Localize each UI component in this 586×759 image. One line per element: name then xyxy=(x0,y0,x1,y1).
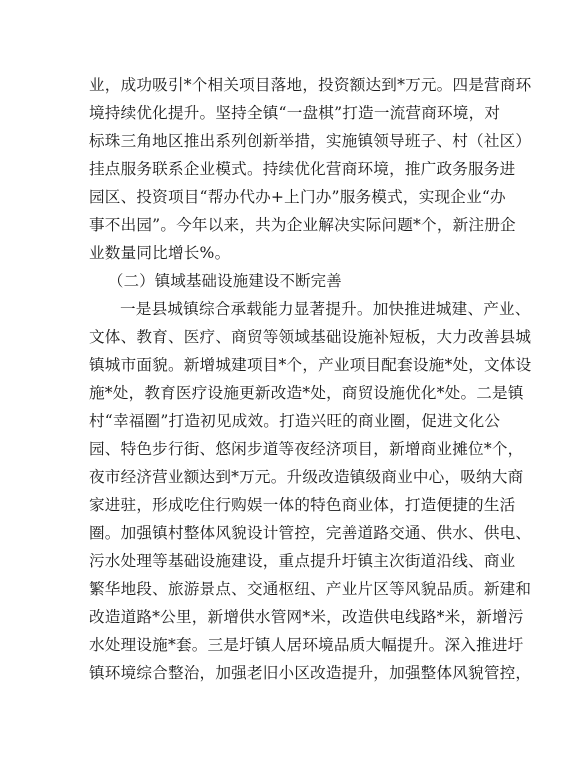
body-text-line: 业，成功吸引*个相关项目落地，投资额达到*万元。四是营商环 xyxy=(89,76,532,94)
body-text-line: 文体、教育、医疗、商贸等领域基础设施补短板，大力改善县城 xyxy=(89,328,532,346)
body-text-line: 改造道路*公里，新增供水管网*米，改造供电线路*米，新增污 xyxy=(89,608,524,626)
body-text-line: 境持续优化提升。坚持全镇“一盘棋”打造一流营商环境，对 xyxy=(89,104,501,122)
body-text-line: 村“幸福圈”打造初见成效。打造兴旺的商业圈，促进文化公 xyxy=(89,412,501,430)
body-text-line: 繁华地段、旅游景点、交通枢纽、产业片区等风貌品质。新建和 xyxy=(89,580,532,598)
body-text-line: 园区、投资项目“帮办代办+上门办”服务模式，实现企业“办 xyxy=(89,188,506,206)
body-text-line: 施*处，教育医疗设施更新改造*处，商贸设施优化*处。二是镇 xyxy=(89,384,524,402)
body-text-line: 事不出园”。今年以来，共为企业解决实际问题*个，新注册企 xyxy=(89,216,516,234)
body-text-line: 园、特色步行街、悠闲步道等夜经济项目，新增商业摊位*个， xyxy=(89,440,524,458)
body-text-line: 夜市经济营业额达到*万元。升级改造镇级商业中心，吸纳大商 xyxy=(89,468,524,486)
body-text-line: 一是县城镇综合承载能力显著提升。加快推进城建、产业、 xyxy=(120,300,531,318)
section-heading: （二）镇域基础设施建设不断完善 xyxy=(108,272,342,290)
body-text-line: 污水处理等基础设施建设，重点提升圩镇主次街道沿线、商业 xyxy=(89,552,516,570)
body-text-line: 镇城市面貌。新增城建项目*个，产业项目配套设施*处，文体设 xyxy=(89,356,532,374)
body-text-line: 标珠三角地区推出系列创新举措，实施镇领导班子、村（社区） xyxy=(89,132,532,150)
body-text-line: 家进驻，形成吃住行购娱一体的特色商业体，打造便捷的生活 xyxy=(89,496,516,514)
body-text-line: 镇环境综合整治，加强老旧小区改造提升，加强整体风貌管控， xyxy=(89,664,532,682)
body-text-line: 业数量同比增长%。 xyxy=(89,244,231,262)
body-text-line: 水处理设施*套。三是圩镇人居环境品质大幅提升。深入推进圩 xyxy=(89,636,524,654)
body-text-line: 圈。加强镇村整体风貌设计管控，完善道路交通、供水、供电、 xyxy=(89,524,532,542)
body-text-line: 挂点服务联系企业模式。持续优化营商环境，推广政务服务进 xyxy=(89,160,516,178)
